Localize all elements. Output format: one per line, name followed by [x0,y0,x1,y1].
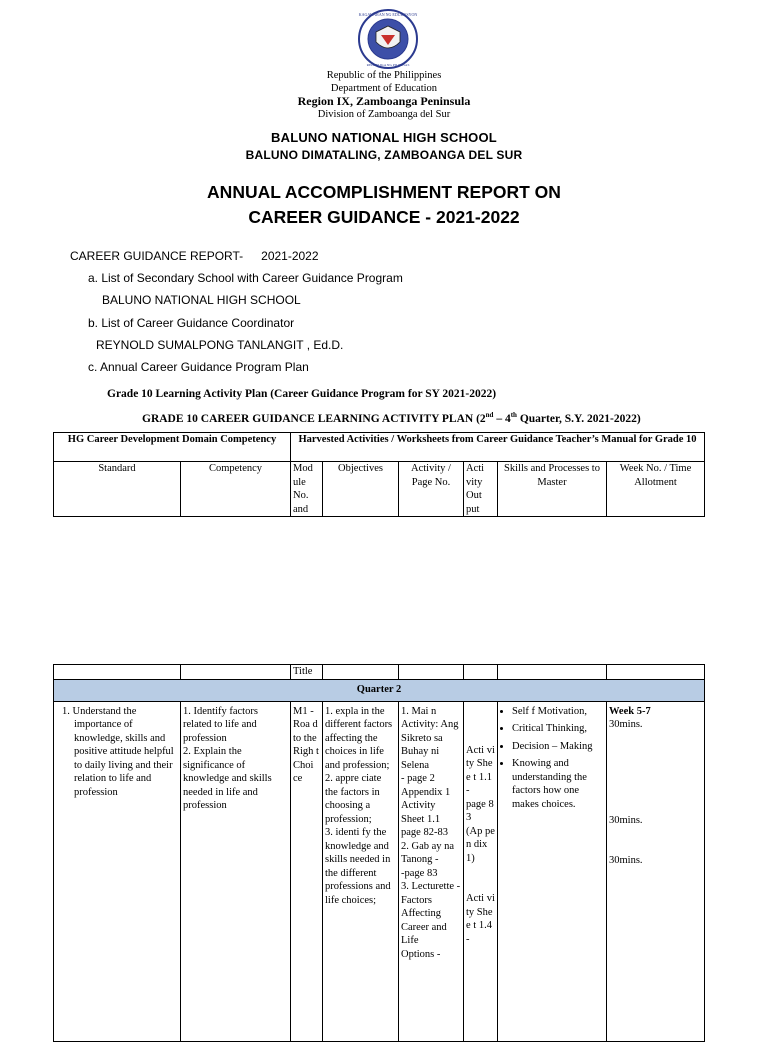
empty-cell [399,665,464,680]
school-entry: BALUNO NATIONAL HIGH SCHOOL [102,293,301,307]
competency-cell: 1. Identify factors related to life and profession 2. Explain the significance of knowledge and skills needed in life and profession [181,701,291,1041]
report-title-line2: CAREER GUIDANCE - 2021-2022 [248,207,520,227]
col-activity: Activity / Page No. [399,462,464,517]
item-c: c. Annual Career Guidance Program Plan [88,360,309,374]
output-cell: Acti vity Shee t 1.1 - page 83 (Ap pen dix 1) Acti vity Shee t 1.4- [464,701,498,1041]
col-standard: Standard [54,462,181,517]
week-cell [607,701,705,1041]
objectives-cell: 1. expla in the different factors affecting the choices in life and profession; 2. appre ciate the factors in choosing a profession; 3. identi fy the knowledge and skills needed in the different professions and life choices; [323,701,399,1041]
title-cell: Title [291,665,323,680]
quarter-banner: Quarter 2 [54,679,705,701]
col-skills: Skills and Processes to Master [498,462,607,517]
empty-cell [323,665,399,680]
activities-header: Harvested Activities / Worksheets from Career Guidance Teacher’s Manual for Grade 10 [291,433,705,462]
plan-subtitle: GRADE 10 CAREER GUIDANCE LEARNING ACTIVITY PLAN (2nd – 4th Quarter, S.Y. 2021-2022) [142,411,641,425]
deped-seal [343,8,433,70]
time-allotment: 30mins. [609,719,643,730]
empty-cell [607,665,705,680]
time-allotment: 30mins. [609,814,643,826]
item-b: b. List of Career Guidance Coordinator [88,316,295,330]
coordinator-entry: REYNOLD SUMALPONG TANLANGIT , Ed.D. [96,338,344,352]
plan-title: Grade 10 Learning Activity Plan (Career Guidance Program for SY 2021-2022) [107,388,497,400]
region-line: Region IX, Zamboanga Peninsula [297,94,471,108]
week-label: Week 5-7 [609,705,651,717]
domain-header: HG Career Development Domain Competency [54,433,291,462]
col-objectives: Objectives [323,462,399,517]
skill-item: • Decision – Making [512,740,604,754]
school-name: BALUNO NATIONAL HIGH SCHOOL [271,130,497,145]
school-address: BALUNO DIMATALING, ZAMBOANGA DEL SUR [245,148,523,162]
report-title-line1: ANNUAL ACCOMPLISHMENT REPORT ON [207,182,561,202]
time-allotment: 30mins. [609,855,643,866]
col-output: Acti vity Out put [464,462,498,517]
col-module: Mod ule No. and [291,462,323,517]
report-label: CAREER GUIDANCE REPORT- 2021-2022 [70,249,319,263]
republic-line: Republic of the Philippines [326,70,442,81]
skill-item: • Self f Motivation, [512,705,604,719]
activity-plan-content-table [53,664,705,1042]
skill-item: • Critical Thinking, [512,722,604,736]
activity-plan-header-table [53,432,705,517]
svg-text:REPUBLIKA NG PILIPINAS: REPUBLIKA NG PILIPINAS [366,63,410,67]
col-competency: Competency [181,462,291,517]
item-a: a. List of Secondary School with Career Guidance Program [88,271,403,285]
empty-cell [464,665,498,680]
empty-cell [181,665,291,680]
col-week: Week No. / Time Allotment [607,462,705,517]
skills-cell [498,701,607,1041]
activity-cell: 1. Mai n Activity: Ang Sikreto sa Buhay ni Selena - page 2 Appendix 1 Activity Sheet 1.1 page 82-83 2. Gab ay na Tanong - -page 83 3. Lecturette - Factors Affecting Career and Life Options - [399,701,464,1041]
skill-item: • Knowing and understanding the factors how one makes choices. [512,757,604,811]
standard-cell: 1. Understand the importance of knowledge, skills and positive attitude helpful to daily living and their relation to life and profession [54,701,181,1041]
module-cell: M1 - Roa d to the Righ t Choi ce [291,701,323,1041]
svg-text:KAGAWARAN NG EDUKASYON: KAGAWARAN NG EDUKASYON [358,12,418,17]
division-line: Division of Zamboanga del Sur [317,109,451,120]
department-line: Department of Education [330,83,438,94]
empty-cell [54,665,181,680]
empty-cell [498,665,607,680]
